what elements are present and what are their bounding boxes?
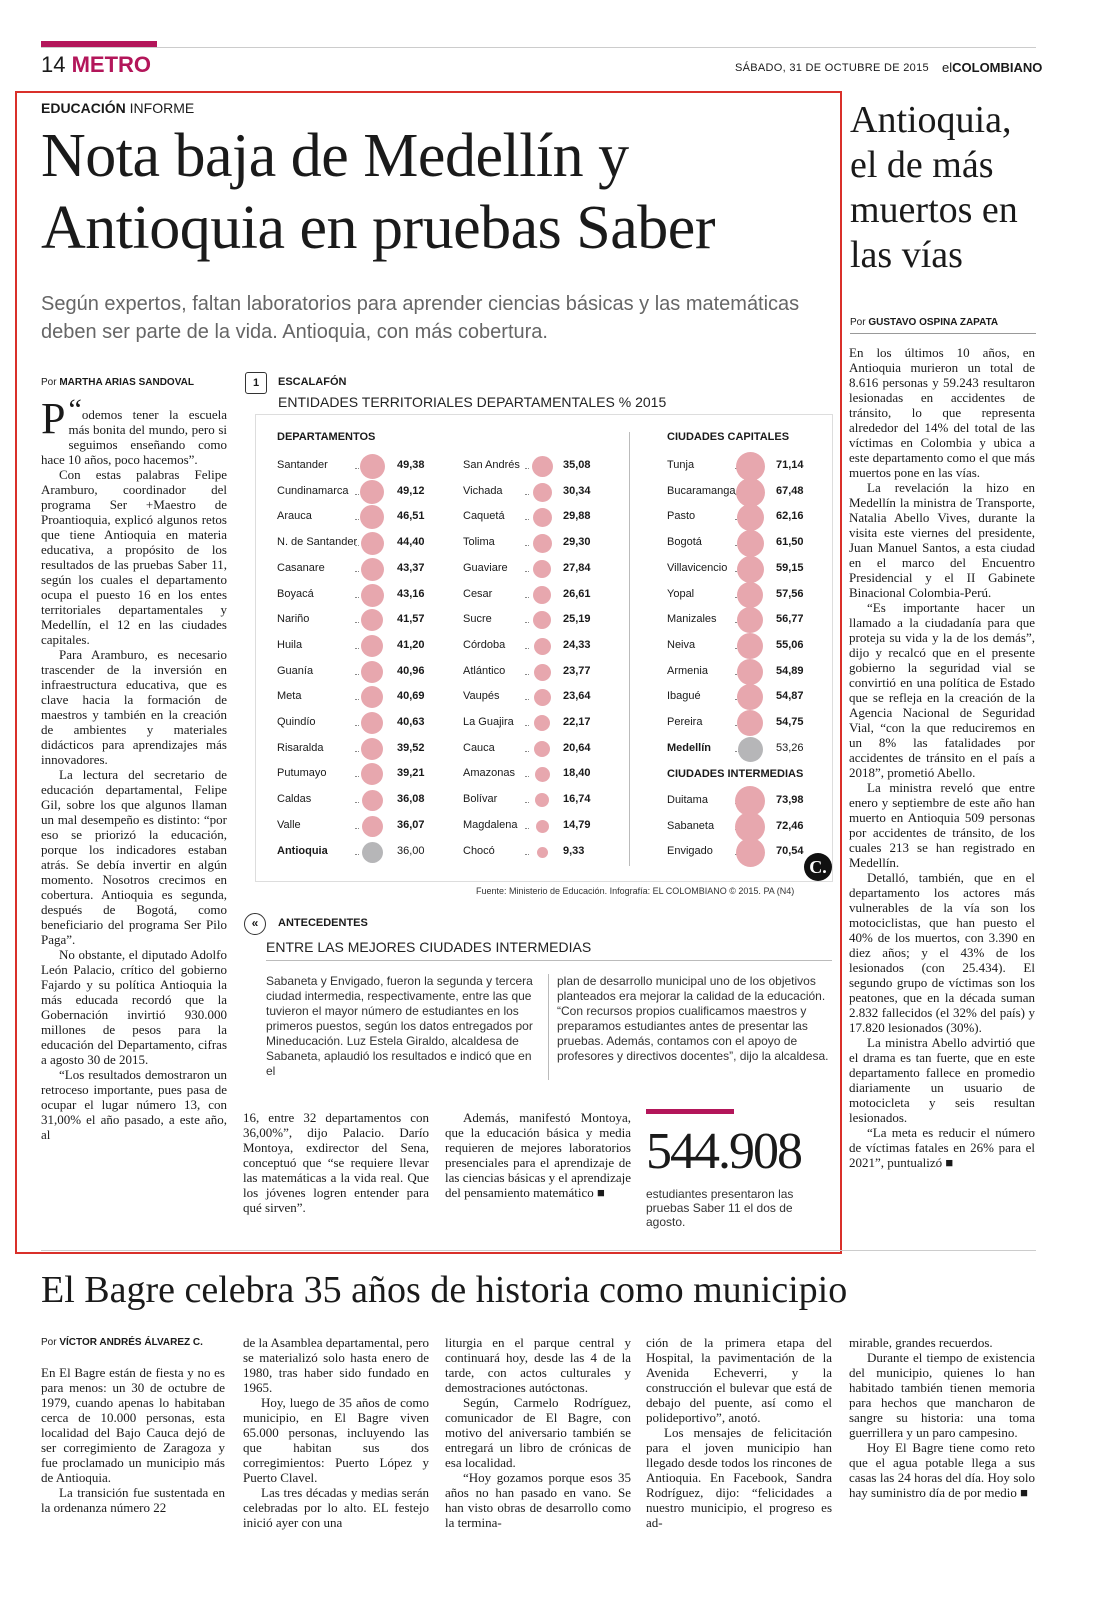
value-circle <box>361 712 383 734</box>
leader-dots <box>355 494 359 495</box>
ranking-value: 26,61 <box>563 588 591 600</box>
ranking-value: 71,14 <box>776 459 804 471</box>
value-circle <box>535 767 550 782</box>
value-circle <box>361 686 383 708</box>
ranking-row <box>463 738 601 760</box>
paragraph: “Los resultados demostraron un retroceso importante, pues pasa de ocupar el lugar número 13, con 31,00% el año pasado, a este año, al <box>41 1067 227 1142</box>
bottom-column-1: En El Bagre están de fiesta y no es para menos: un 30 de octubre de 1979, cuando apenas lo habitaban cerca de 10.000 personas, esta localidad del Bajo Cauca dejó de ser corregimiento de Zaragoza y fue proclamado un municipio más de Antioquia. La transición fue sustentada en la ordenanza número 22 <box>41 1365 225 1515</box>
ranking-value: 23,64 <box>563 690 591 702</box>
ranking-value: 40,96 <box>397 665 425 677</box>
ranking-value: 53,26 <box>776 742 804 754</box>
leader-dots <box>355 622 359 623</box>
antecedentes-divider <box>548 974 549 1080</box>
ranking-value: 22,17 <box>563 716 591 728</box>
ranking-label: San Andrés <box>463 459 520 471</box>
ranking-value: 29,88 <box>563 510 591 522</box>
ranking-value: 62,16 <box>776 510 804 522</box>
main-column-1 <box>41 393 227 1142</box>
ranking-row <box>277 532 435 554</box>
ranking-row <box>667 686 814 708</box>
ranking-value: 72,46 <box>776 820 804 832</box>
ranking-label: Cesar <box>463 588 493 600</box>
leader-dots <box>525 648 529 649</box>
sidebar-headline: Antioquia, el de más muertos en las vías <box>850 99 1018 276</box>
paragraph: En los últimos 10 años, en Antioquia murieron un total de 8.616 personas y 59.243 resultaron lesionadas en accidentes de tránsito, lo que representa alrededor del 14% del total de las víctimas en Colombia y ubica a este departamento como el que más muertos pone en las vías. <box>849 345 1035 480</box>
ranking-label: Bogotá <box>667 536 702 548</box>
ranking-label: Yopal <box>667 588 695 600</box>
ranking-value: 36,07 <box>397 819 425 831</box>
value-circle <box>533 611 551 629</box>
main-dek: Según expertos, faltan laboratorios para aprender ciencias básicas y las matemáticas deben ser parte de la vida. Antioquia, con más cobertura. <box>41 293 800 343</box>
ranking-row <box>277 609 435 631</box>
ranking-row <box>277 815 435 837</box>
ranking-row <box>667 661 814 683</box>
value-circle <box>736 478 765 507</box>
ranking-label: N. de Santander <box>277 536 358 548</box>
value-circle <box>737 582 763 608</box>
leader-dots <box>355 699 359 700</box>
value-circle <box>361 661 383 683</box>
ranking-row <box>463 661 601 683</box>
ranking-label: Caquetá <box>463 510 505 522</box>
ranking-label: Nariño <box>277 613 310 625</box>
ranking-row <box>277 789 435 811</box>
value-circle <box>737 504 764 531</box>
value-circle <box>533 534 552 553</box>
value-circle <box>534 638 551 655</box>
ranking-value: 57,56 <box>776 588 804 600</box>
leader-dots <box>525 571 529 572</box>
kicker: EDUCACIÓN INFORME <box>41 100 195 116</box>
main-byline: Por MARTHA ARIAS SANDOVAL <box>41 377 194 388</box>
infographic-label: ESCALAFÓN <box>278 376 347 388</box>
ranking-value: 36,00 <box>397 845 425 857</box>
value-circle <box>533 586 551 604</box>
stat-caption: estudiantes presentaron las pruebas Saber 11 el dos de agosto. <box>646 1187 794 1229</box>
ranking-label: Villavicencio <box>667 562 728 574</box>
leader-dots <box>525 674 529 675</box>
infographic-subtitle: ENTIDADES TERRITORIALES DEPARTAMENTALES % 2015 <box>278 394 667 410</box>
value-circle <box>361 584 384 607</box>
paragraph: La lectura del secretario de educación departamental, Felipe Gil, sobre los que algunos llaman un mal desempeño es distinto: “por eso se priorizó la educación, porque los indicadores estaban atrás. Se debía invertir en algún momento. Nosotros crecimos en cobertura. Antioquia es segunda, después de Bogotá, como beneficiario del programa Ser Pilo Paga”. <box>41 767 227 947</box>
value-circle <box>534 689 551 706</box>
ranking-label: Neiva <box>667 639 696 651</box>
leader-dots <box>525 545 529 546</box>
ranking-label: Amazonas <box>463 767 515 779</box>
infographic-badge: 1 <box>245 372 267 394</box>
value-circle <box>534 741 550 757</box>
ranking-row <box>667 532 814 554</box>
ranking-row <box>463 455 601 477</box>
ranking-label: Cauca <box>463 742 495 754</box>
ranking-label: Medellín <box>667 742 712 754</box>
paragraph: La ministra reveló que entre enero y septiembre de este año han muerto en Antioquia 509 personas por accidentes de tránsito, de los cuales 213 se han registrado en Medellín. <box>849 780 1035 870</box>
bottom-column-3: liturgia en el parque central y continuará hoy, desde las 4 de la tarde, con actos culturales y demostraciones autóctonas. Según, Carmelo Rodríguez, comunicador de El Bagre, con motivo del aniversario también se entregará un libro de crónicas de esa localidad. “Hoy gozamos porque esos 35 años no han pasado en vano. Se han visto obras de desarrollo como la termina- <box>445 1335 631 1530</box>
ranking-label: Armenia <box>667 665 708 677</box>
leader-dots <box>355 674 359 675</box>
ranking-row <box>463 815 601 837</box>
ranking-value: 41,20 <box>397 639 425 651</box>
ranking-value: 54,87 <box>776 690 804 702</box>
sidebar-rule <box>850 333 1036 334</box>
ranking-label: Pasto <box>667 510 696 522</box>
leader-dots <box>525 699 529 700</box>
ranking-label: Tolima <box>463 536 495 548</box>
ranking-label: Boyacá <box>277 588 314 600</box>
leader-dots <box>355 854 359 855</box>
ranking-value: 25,19 <box>563 613 591 625</box>
value-circle <box>362 816 383 837</box>
ranking-label: Santander <box>277 459 328 471</box>
ranking-label: Atlántico <box>463 665 506 677</box>
ranking-value: 14,79 <box>563 819 591 831</box>
ranking-label: Sucre <box>463 613 492 625</box>
value-circle <box>532 456 553 477</box>
ranking-row <box>463 841 601 863</box>
ranking-row <box>667 506 814 528</box>
ranking-row <box>463 609 601 631</box>
ranking-row <box>667 790 814 812</box>
ranking-label: Huila <box>277 639 303 651</box>
stat-accent-bar <box>646 1109 734 1114</box>
ranking-row <box>667 841 814 863</box>
ranking-row <box>463 712 601 734</box>
leader-dots <box>525 776 529 777</box>
ranking-label: Bolívar <box>463 793 498 805</box>
value-circle <box>737 710 763 736</box>
ranking-value: 23,77 <box>563 665 591 677</box>
ranking-row <box>667 609 814 631</box>
paragraph: “Es importante hacer un llamado a la ciudadanía para que proteja su vida y la de los demás”, dijo y recalcó que en el presente gobierno la seguridad vial se convirtió en una política de Estado que se refleja en la creación de la Agencia Nacional de Seguridad Vial, “con la que reduciremos en un 8% las fatalidades por accidentes de tránsito en el país a 2018”, prometió Abello. <box>849 600 1035 780</box>
sidebar-column <box>849 345 1035 1170</box>
ranking-value: 36,08 <box>397 793 425 805</box>
page-number: 14 METRO <box>41 52 152 77</box>
ranking-value: 70,54 <box>776 845 804 857</box>
ranking-label: Meta <box>277 690 302 702</box>
leader-dots <box>355 828 359 829</box>
capitales-heading: CIUDADES CAPITALES <box>667 431 790 443</box>
ranking-row <box>463 481 601 503</box>
ranking-row <box>667 455 814 477</box>
ranking-row <box>667 635 814 657</box>
value-circle <box>361 635 383 657</box>
value-circle <box>738 737 763 762</box>
back-arrows-icon: « <box>244 913 266 935</box>
intermedias-heading: CIUDADES INTERMEDIAS <box>667 768 804 780</box>
ranking-value: 46,51 <box>397 510 425 522</box>
ranking-label: Quindío <box>277 716 316 728</box>
value-circle <box>736 452 765 481</box>
value-circle <box>361 738 383 760</box>
leader-dots <box>525 828 529 829</box>
value-circle <box>737 607 763 633</box>
value-circle <box>533 483 552 502</box>
ranking-value: 39,52 <box>397 742 425 754</box>
ranking-value: 49,38 <box>397 459 425 471</box>
ranking-row <box>277 661 435 683</box>
ranking-label: Manizales <box>667 613 717 625</box>
section-name: METRO <box>71 52 152 77</box>
ranking-label: Ibagué <box>667 690 701 702</box>
value-circle <box>361 609 383 631</box>
leader-dots <box>525 802 529 803</box>
ranking-value: 61,50 <box>776 536 804 548</box>
ranking-value: 29,30 <box>563 536 591 548</box>
value-circle <box>737 530 764 557</box>
ranking-label: Casanare <box>277 562 325 574</box>
leader-dots <box>355 751 359 752</box>
ranking-row <box>277 686 435 708</box>
ranking-label: Guaviare <box>463 562 508 574</box>
ranking-label: Duitama <box>667 794 708 806</box>
paragraph: “La meta es reducir el número de víctimas fatales en 26% para el 2021”, puntualizó ■ <box>849 1125 1035 1170</box>
main-column-3: Además, manifestó Montoya, que la educación básica y media requieren de mejores laboratorios presenciales para el aprendizaje de las ciencias básicas y el aprendizaje del pensamiento matemático ■ <box>445 1110 631 1200</box>
ranking-label: Chocó <box>463 845 495 857</box>
leader-dots <box>525 597 529 598</box>
bottom-column-4: ción de la primera etapa del Hospital, la pavimentación de la Avenida Echeverri, y la construcción el bulevar que está de debajo del puente, así como el polideportivo”, anotó. Los mensajes de felicitación para el joven municipio han llegado desde todos los rincones de Antioquia. En Facebook, Sandra Rodríguez, dijo: “felicidades a nuestro municipio, el progreso es ad- <box>646 1335 832 1530</box>
drop-cap: P <box>41 394 66 443</box>
value-circle <box>533 560 551 578</box>
ranking-label: Arauca <box>277 510 312 522</box>
ranking-value: 24,33 <box>563 639 591 651</box>
value-circle <box>534 715 550 731</box>
leader-dots <box>525 468 529 469</box>
ranking-label: Pereira <box>667 716 703 728</box>
ranking-value: 30,34 <box>563 485 591 497</box>
paragraph: La ministra Abello advirtió que el drama es tan fuerte, que en este departamento fallece en promedio diariamente un usuario de motocicleta y seis resultan lesionados. <box>849 1035 1035 1125</box>
ranking-row <box>277 455 435 477</box>
antecedentes-text-right: plan de desarrollo municipal uno de los objetivos planteados era mejorar la calidad de la educación. “Con recursos propios cualificamos maestros y preparamos estudiantes antes de presentar las pruebas. Además, contamos con el apoyo de profesores y directivos docentes”, dijo la alcaldesa. <box>557 974 829 1063</box>
ranking-value: 27,84 <box>563 562 591 574</box>
sidebar-byline: Por GUSTAVO OSPINA ZAPATA <box>850 317 999 328</box>
ranking-row <box>277 635 435 657</box>
ranking-row <box>463 635 601 657</box>
antecedentes-label: ANTECEDENTES <box>278 917 368 929</box>
ranking-row <box>277 584 435 606</box>
bottom-headline: El Bagre celebra 35 años de historia como municipio <box>41 1269 848 1311</box>
ranking-label: Bucaramanga <box>667 485 736 497</box>
ranking-value: 67,48 <box>776 485 804 497</box>
leader-dots <box>355 648 359 649</box>
leader-dots <box>355 571 359 572</box>
value-circle <box>362 842 383 863</box>
bottom-column-5: mirable, grandes recuerdos. Durante el tiempo de existencia del municipio, quienes lo han habitado también tienen memoria para hechos que mancharon de sangre su historia: una toma guerrillera y un paro campesino. Hoy El Bagre tiene como reto que el agua potable llega a sus casas las 24 horas del día. Hoy solo hay suministro día de por medio ■ <box>849 1335 1035 1500</box>
ranking-label: Guanía <box>277 665 314 677</box>
value-circle <box>360 505 384 529</box>
ranking-row <box>277 763 435 785</box>
ranking-label: La Guajira <box>463 716 514 728</box>
antecedentes-rule <box>266 960 832 961</box>
antecedentes-subtitle: ENTRE LAS MEJORES CIUDADES INTERMEDIAS <box>266 939 592 955</box>
ranking-value: 40,69 <box>397 690 425 702</box>
ranking-value: 35,08 <box>563 459 591 471</box>
ranking-row <box>277 481 435 503</box>
ranking-row <box>277 506 435 528</box>
value-circle <box>534 664 551 681</box>
value-circle <box>737 684 763 710</box>
header-rule <box>41 47 1036 48</box>
leader-dots <box>355 725 359 726</box>
ranking-label: Sabaneta <box>667 820 715 832</box>
antecedentes-text-left: Sabaneta y Envigado, fueron la segunda y tercera ciudad intermedia, respectivamente, entre las que tuvieron el mayor número de estudiantes en los primeros puestos, según los datos entregados por Mineducación. Luz Estela Giraldo, alcaldesa de Sabaneta, aplaudió los resultados e indicó que en el <box>266 974 533 1078</box>
ranking-value: 39,21 <box>397 767 425 779</box>
leader-dots <box>355 597 359 598</box>
ranking-label: Córdoba <box>463 639 506 651</box>
leader-dots <box>525 622 529 623</box>
ranking-value: 41,57 <box>397 613 425 625</box>
issue-date: SÁBADO, 31 DE OCTUBRE DE 2015 <box>735 62 929 74</box>
ranking-label: Envigado <box>667 845 713 857</box>
value-circle <box>360 454 385 479</box>
ranking-row <box>277 841 435 863</box>
ranking-value: 59,15 <box>776 562 804 574</box>
ranking-row <box>463 686 601 708</box>
ranking-row <box>667 584 814 606</box>
ranking-label: Antioquia <box>277 845 328 857</box>
ranking-value: 54,75 <box>776 716 804 728</box>
value-circle <box>362 790 383 811</box>
ranking-row <box>463 532 601 554</box>
ranking-row <box>667 712 814 734</box>
leader-dots <box>355 519 359 520</box>
ranking-value: 44,40 <box>397 536 425 548</box>
lead-paragraph: “ P odemos tener la escuela más bonita del mundo, pero si seguimos enseñando como hace 10 años, poco hacemos”. <box>41 393 227 467</box>
departamentos-heading: DEPARTAMENTOS <box>277 431 376 443</box>
value-circle <box>361 532 384 555</box>
ranking-value: 56,77 <box>776 613 804 625</box>
value-circle <box>536 820 549 833</box>
ranking-value: 43,16 <box>397 588 425 600</box>
ranking-value: 55,06 <box>776 639 804 651</box>
ranking-row <box>463 584 601 606</box>
ranking-value: 16,74 <box>563 793 591 805</box>
ranking-row <box>463 558 601 580</box>
paragraph: Para Aramburo, es necesario trascender de la inversión en infraestructura educativa, que es clave hacia la formación de maestros y también en la creación de ambientes y materiales didácticos para aprendizajes más innovadores. <box>41 647 227 767</box>
ranking-label: Caldas <box>277 793 312 805</box>
ranking-label: Vichada <box>463 485 503 497</box>
value-circle <box>537 847 548 858</box>
ranking-label: Valle <box>277 819 301 831</box>
ranking-row <box>463 506 601 528</box>
value-circle <box>361 763 383 785</box>
newspaper-brand: elCOLOMBIANO <box>942 60 1043 75</box>
newspaper-logo-icon: C. <box>804 853 832 881</box>
main-headline: Nota baja de Medellín y Antioquia en pruebas Saber <box>41 122 715 262</box>
bottom-rule <box>41 1250 1036 1251</box>
leader-dots <box>355 468 359 469</box>
value-circle <box>737 659 763 685</box>
ranking-value: 20,64 <box>563 742 591 754</box>
leader-dots <box>355 802 359 803</box>
ranking-value: 49,12 <box>397 485 425 497</box>
ranking-label: Vaupés <box>463 690 500 702</box>
leader-dots <box>525 751 529 752</box>
ranking-value: 40,63 <box>397 716 425 728</box>
ranking-row <box>463 789 601 811</box>
ranking-value: 54,89 <box>776 665 804 677</box>
ranking-row <box>277 558 435 580</box>
value-circle <box>533 508 552 527</box>
ranking-label: Magdalena <box>463 819 518 831</box>
ranking-value: 73,98 <box>776 794 804 806</box>
ranking-label: Risaralda <box>277 742 324 754</box>
ranking-row <box>667 738 814 760</box>
leader-dots <box>355 776 359 777</box>
ranking-row <box>667 481 814 503</box>
ranking-value: 9,33 <box>563 845 585 857</box>
leader-dots <box>355 545 359 546</box>
leader-dots <box>525 725 529 726</box>
ranking-label: Tunja <box>667 459 695 471</box>
ranking-value: 43,37 <box>397 562 425 574</box>
value-circle <box>360 480 384 504</box>
ranking-row <box>277 738 435 760</box>
ranking-row <box>667 816 814 838</box>
bottom-column-2: de la Asamblea departamental, pero se materializó solo hasta enero de 1980, tras haber sido fundado en 1965. Hoy, luego de 35 años de como municipio, en El Bagre viven 65.000 personas, incluyendo las que habitan sus dos corregimientos: Puerto López y Puerto Clavel. Las tres décadas y medias serán celebradas por lo alto. EL festejo inició ayer con una <box>243 1335 429 1530</box>
leader-dots <box>525 494 529 495</box>
value-circle <box>737 556 764 583</box>
value-circle <box>737 633 763 659</box>
leader-dots <box>525 519 529 520</box>
ranking-value: 18,40 <box>563 767 591 779</box>
ranking-row <box>463 763 601 785</box>
ranking-row <box>277 712 435 734</box>
infographic-divider <box>629 432 630 866</box>
stat-number: 544.908 <box>646 1123 801 1180</box>
ranking-label: Putumayo <box>277 767 327 779</box>
paragraph: Con estas palabras Felipe Aramburo, coordinador del programa Ser +Maestro de Proantioquia, explicó algunos retos que tiene Antioquia en materia educativa, a propósito de los resultados de las pruebas Saber 11, según los cuales el departamento ocupa el puesto 16 en los entes territoriales departamentales y Medellín, el 12 en las ciudades capitales. <box>41 467 227 647</box>
paragraph: Detalló, también, que en el departamento los actores más vulnerables de la vía son los motociclistas, que han puesto el 40% de los muertos, con 3.390 en diez años; y el 43% de los lesionados (con 25.434). El segundo grupo de víctimas son los peatones, que en la década suman 2.832 fallecidos (el 32% del país) y 17.820 lesionados (30%). <box>849 870 1035 1035</box>
ranking-row <box>667 558 814 580</box>
value-circle <box>736 838 765 867</box>
ranking-label: Cundinamarca <box>277 485 349 497</box>
leader-dots <box>525 854 529 855</box>
paragraph: La revelación la hizo en Medellín la ministra de Transporte, Natalia Abello Vives, durante la visita este viernes del presidente, Juan Manuel Santos, a esta ciudad en el marco del Encuentro Presidencial y el II Gabinete Binacional Colombia-Perú. <box>849 480 1035 600</box>
value-circle <box>361 558 384 581</box>
bottom-byline: Por VÍCTOR ANDRÉS ÁLVAREZ C. <box>41 1337 203 1348</box>
paragraph: No obstante, el diputado Adolfo León Palacio, crítico del gobierno Fajardo y su política Antioquia la más educada recordó que la Gobernación invirtió 930.000 millones de pesos para la educación del Departamento, cifras a agosto 30 de 2015. <box>41 947 227 1067</box>
main-column-2: 16, entre 32 departamentos con 36,00%”, dijo Palacio. Darío Montoya, exdirector del Sena, conceptuó que “se requiere llevar las matemáticas a la vida real. Que los jóvenes logren entender para qué sirven”. <box>243 1110 429 1215</box>
value-circle <box>535 793 549 807</box>
infographic-source: Fuente: Ministerio de Educación. Infografía: EL COLOMBIANO © 2015. PA (N4) <box>476 886 795 896</box>
